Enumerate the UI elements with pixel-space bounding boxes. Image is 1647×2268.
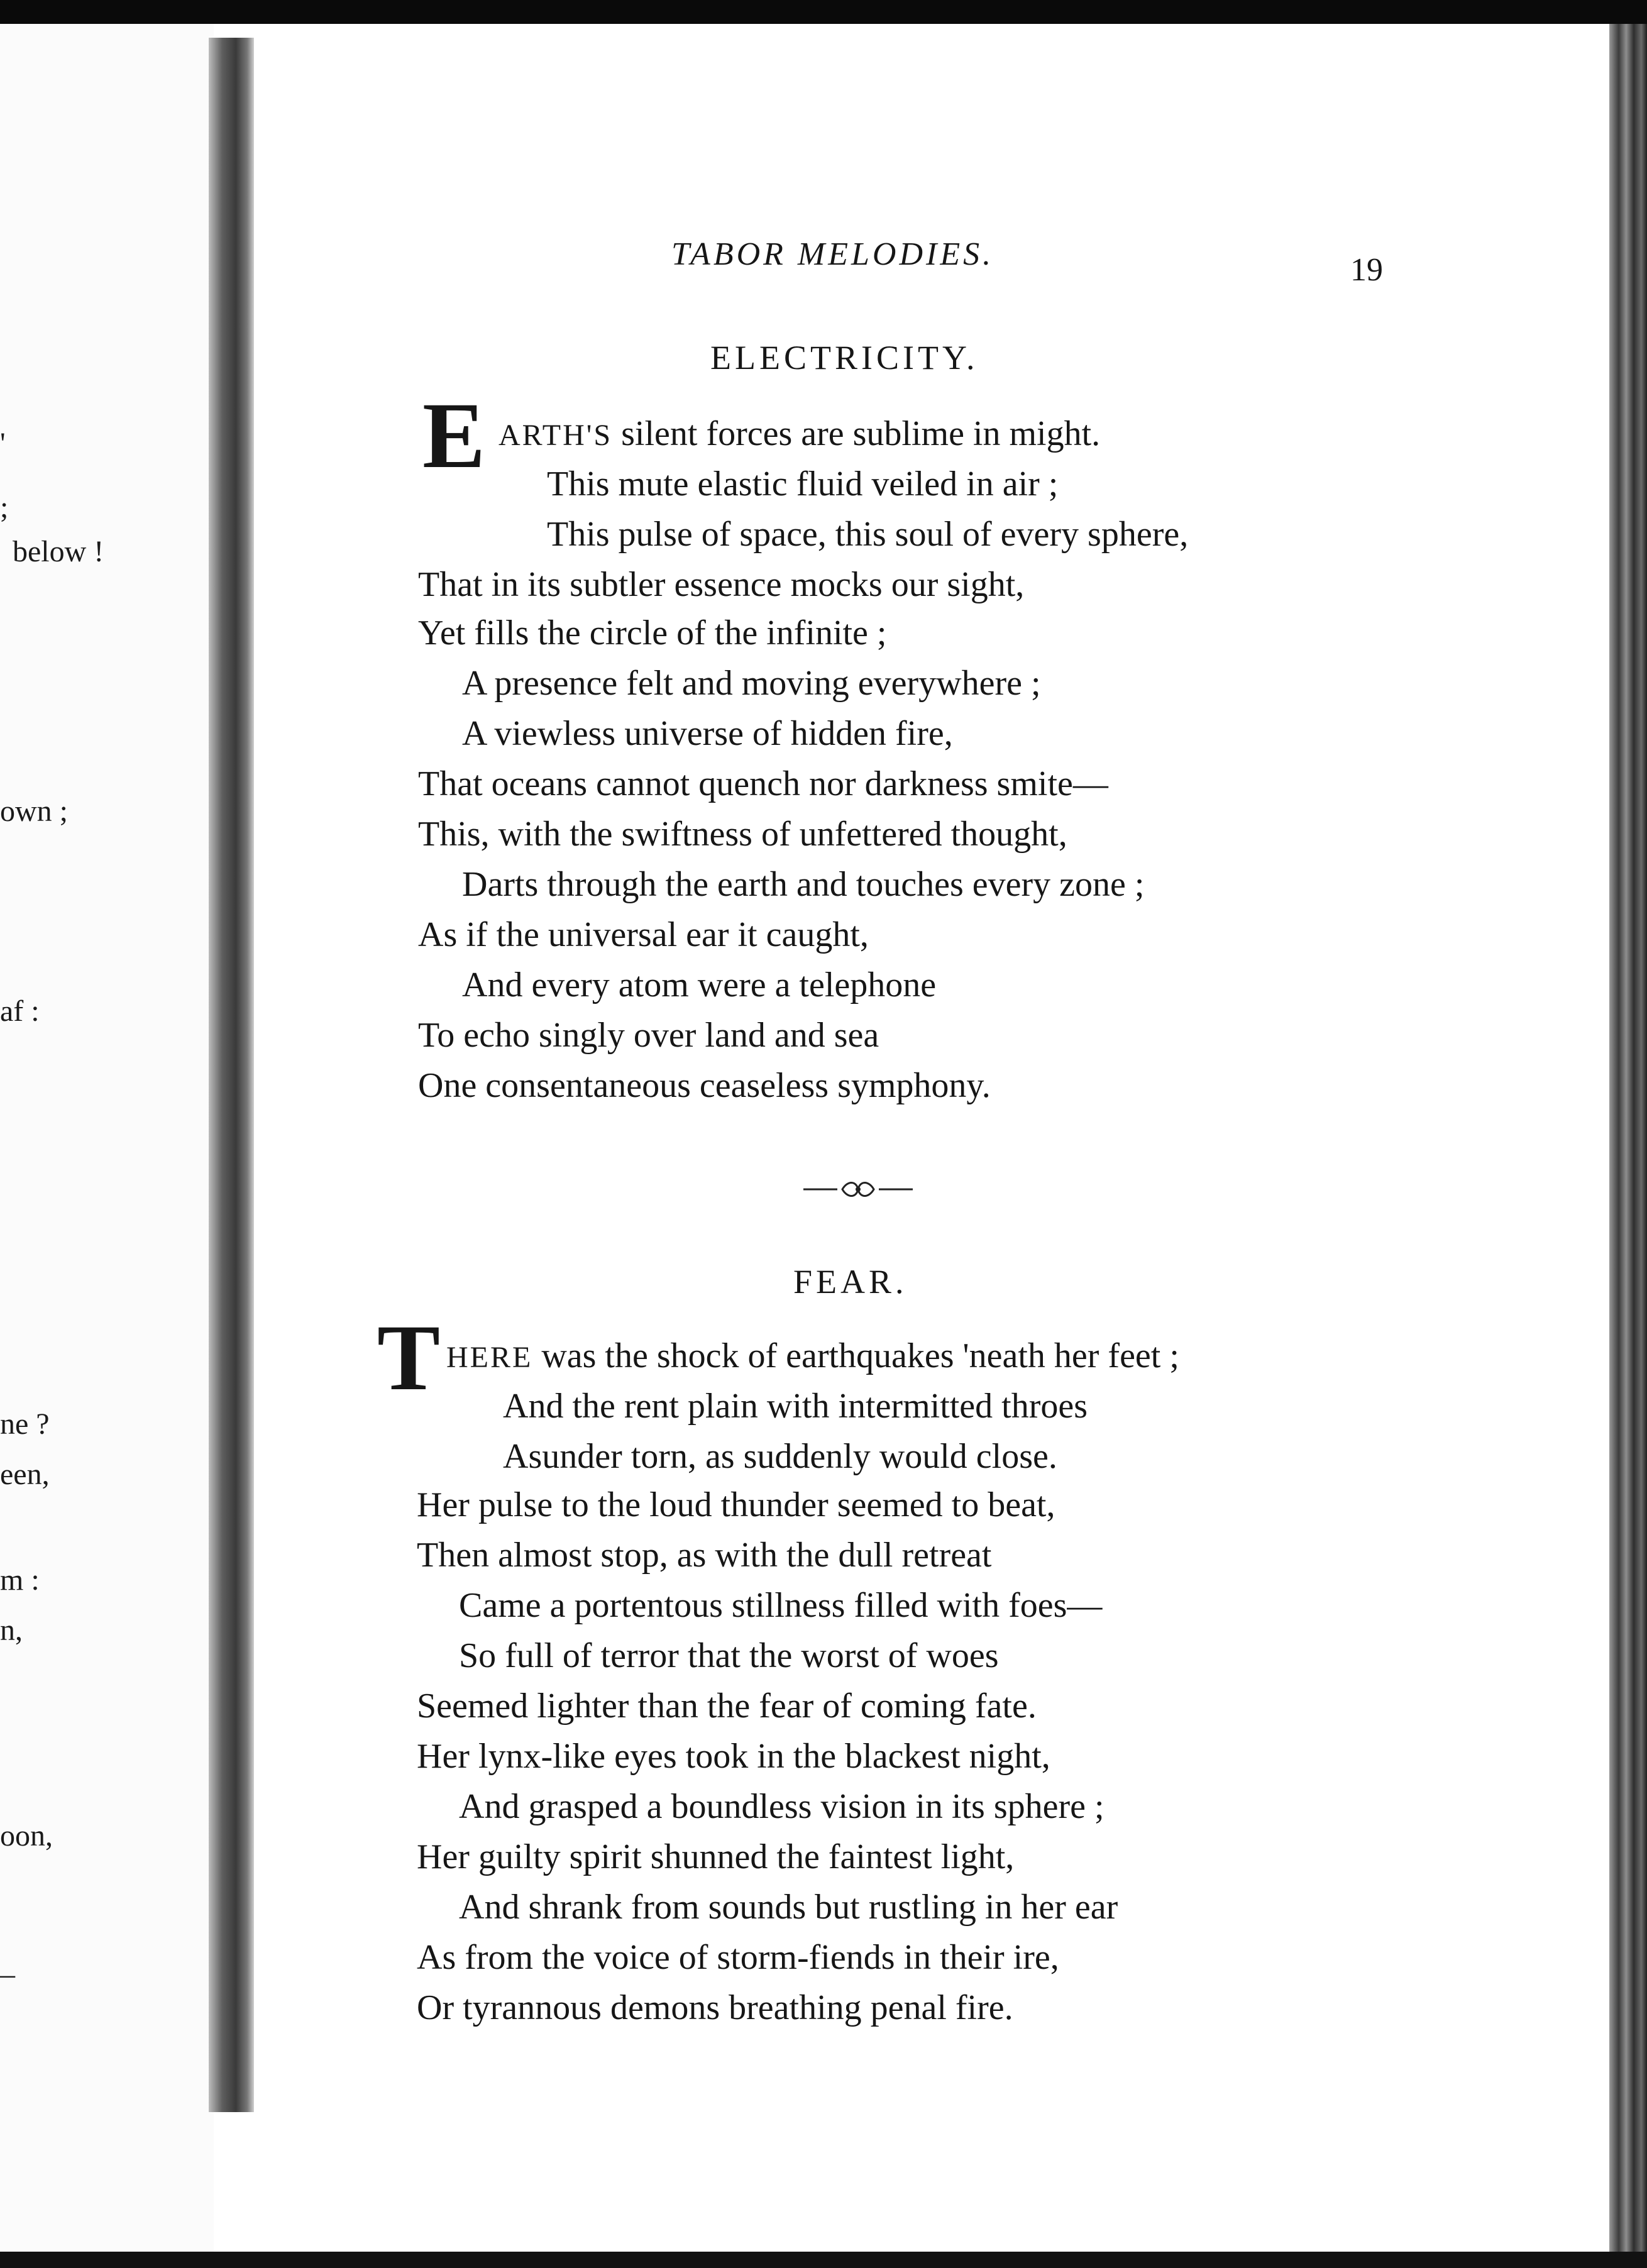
poem-line: One consentaneous ceaseless symphony. (418, 1066, 991, 1105)
poem-line: Her lynx-like eyes took in the blackest night, (417, 1737, 1050, 1776)
poem-line: This pulse of space, this soul of every sphere, (547, 515, 1189, 554)
scan-top-border (0, 0, 1647, 24)
section-divider-ornament (798, 1177, 918, 1202)
poem-line: Darts through the earth and touches every zone ; (462, 865, 1145, 904)
poem-line: And grasped a boundless vision in its sphere ; (459, 1787, 1104, 1826)
poem-line: To echo singly over land and sea (418, 1016, 879, 1055)
previous-page-fragment: – (0, 1957, 15, 1991)
poem-line: Her pulse to the loud thunder seemed to beat, (417, 1485, 1055, 1524)
poem-line: So full of terror that the worst of woes (459, 1636, 999, 1675)
poem-line: A presence felt and moving everywhere ; (462, 664, 1041, 703)
poem-title-electricity: ELECTRICITY. (710, 339, 979, 377)
previous-page-edge (0, 24, 214, 2252)
previous-page-fragment: m : (0, 1563, 40, 1597)
poem-line: Yet fills the circle of the infinite ; (418, 614, 887, 652)
previous-page-fragment: own ; (0, 795, 68, 828)
poem-line: That oceans cannot quench nor darkness smite— (418, 764, 1108, 803)
previous-page-fragment: ; (0, 491, 9, 524)
dropcap-t: T (377, 1306, 441, 1410)
previous-page-fragment: ' (0, 427, 6, 460)
previous-page-fragment: n, (0, 1614, 23, 1647)
scan-bottom-border (0, 2252, 1647, 2268)
first-word-small-caps: HERE (446, 1341, 533, 1374)
poem-line: And shrank from sounds but rustling in her ear (459, 1888, 1118, 1927)
previous-page-fragment: een, (0, 1458, 50, 1491)
page-stack-edge (1609, 24, 1647, 2252)
previous-page-fragment: ne ? (0, 1407, 50, 1441)
previous-page-fragment: below ! (13, 535, 104, 568)
page-number: 19 (1350, 252, 1383, 288)
poem-line: As if the universal ear it caught, (418, 915, 869, 954)
poem-line: This, with the swiftness of unfettered thought, (418, 815, 1067, 854)
poem-line: Then almost stop, as with the dull retreat (417, 1536, 992, 1575)
first-line-text: silent forces are sublime in might. (621, 414, 1101, 453)
poem-line: A viewless universe of hidden fire, (462, 714, 953, 753)
poem-line: Came a portentous stillness filled with foes— (459, 1586, 1103, 1625)
poem-line: Her guilty spirit shunned the faintest light, (417, 1837, 1015, 1876)
poem-title-fear: FEAR. (793, 1263, 908, 1301)
poem-line: This mute elastic fluid veiled in air ; (547, 465, 1059, 504)
dropcap-e: E (422, 383, 486, 488)
previous-page-fragment: oon, (0, 1819, 53, 1852)
poem-line (499, 414, 1100, 454)
poem-line: And every atom were a telephone (462, 966, 937, 1005)
book-gutter (209, 38, 254, 2112)
poem-line: That in its subtler essence mocks our sight, (418, 565, 1025, 604)
poem-line: And the rent plain with intermitted throes (503, 1387, 1088, 1426)
previous-page-fragment: af : (0, 994, 40, 1028)
poem-line: Or tyrannous demons breathing penal fire. (417, 1988, 1013, 2027)
first-word-small-caps: ARTH'S (499, 419, 613, 452)
poem-line (446, 1336, 1179, 1376)
first-line-text: was the shock of earthquakes 'neath her feet ; (541, 1336, 1179, 1375)
poem-line: As from the voice of storm-fiends in their ire, (417, 1938, 1059, 1977)
running-head: TABOR MELODIES. (671, 236, 994, 272)
poem-line: Asunder torn, as suddenly would close. (503, 1437, 1057, 1476)
poem-line: Seemed lighter than the fear of coming fate. (417, 1687, 1037, 1726)
